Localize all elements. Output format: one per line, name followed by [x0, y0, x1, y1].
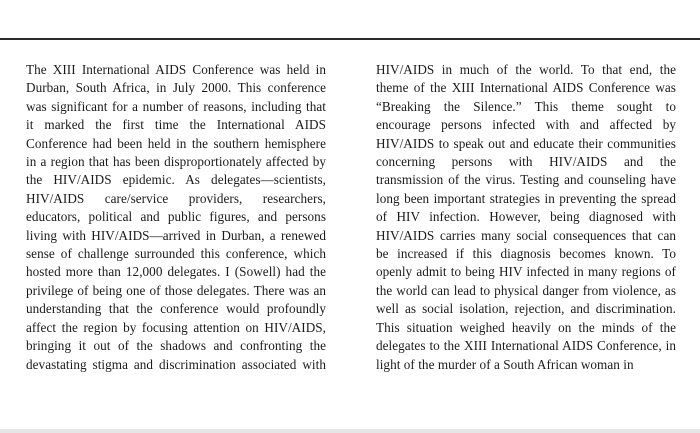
text-line: transmission of the virus. Testing and counseling have: [376, 172, 676, 188]
text-line: delegates to the XIII International AIDS Conference, in: [376, 338, 676, 354]
text-line: openly admit to being HIV infected in many regions of: [376, 264, 676, 280]
text-line: was significant for a number of reasons, including that: [26, 98, 326, 114]
text-line: the HIV/AIDS epidemic. As delegates—scientists,: [26, 172, 326, 188]
text-line: it marked the first time the International AIDS: [26, 117, 326, 133]
text-line: long been important strategies in preventing the spread: [376, 190, 676, 206]
right-column: [376, 61, 676, 401]
text-line: privilege of being one of those delegates. There was an: [26, 282, 326, 298]
text-line: HIV/AIDS in much of the world. To that end, the: [376, 62, 676, 77]
text-line: understanding that the conference would profoundly: [26, 301, 326, 317]
text-line: HIV/AIDS care/service providers, researchers,: [26, 190, 326, 206]
text-line: in a region that has been disproportionately affected by: [26, 154, 326, 170]
left-column: [26, 61, 326, 401]
top-border: [0, 0, 700, 40]
text-line: living with HIV/AIDS—arrived in Durban, a renewed: [26, 227, 326, 243]
text-line: be increased if this diagnosis becomes known. To: [376, 246, 676, 262]
text-line: theme of the XIII International AIDS Conference was: [376, 80, 676, 96]
text-line: sense of challenge surrounded this conference, which: [26, 246, 326, 262]
text-line: “Breaking the Silence.” This theme sought to: [376, 98, 676, 114]
text-line: concerning persons with HIV/AIDS and the: [376, 154, 676, 170]
text-columns: [26, 61, 676, 401]
text-line: HIV/AIDS to speak out and educate their communities: [376, 135, 676, 151]
text-line: hosted more than 12,000 delegates. I (Sowell) had the: [26, 264, 326, 280]
text-line: affect the region by focusing attention on HIV/AIDS,: [26, 319, 326, 335]
text-line: devastating stigma and discrimination associated with: [26, 356, 326, 372]
text-line: educators, political and public figures, and persons: [26, 209, 326, 225]
text-line: Conference had been held in the southern hemisphere: [26, 135, 326, 151]
text-line: The XIII International AIDS Conference was held in: [26, 62, 326, 77]
text-line: encourage persons infected with and affected by: [376, 117, 676, 133]
text-line: well as social isolation, rejection, and discrimination.: [376, 301, 676, 317]
text-line: the world can lead to physical danger from violence, as: [376, 282, 676, 298]
bottom-border: [0, 429, 700, 433]
text-line: bringing it out of the shadows and confronting the: [26, 338, 326, 354]
text-line: HIV/AIDS carries many social consequences that can: [376, 227, 676, 243]
text-line: Durban, South Africa, in July 2000. This conference: [26, 80, 326, 96]
text-line: of HIV infection. However, being diagnosed with: [376, 209, 676, 225]
text-line: This situation weighed heavily on the minds of the: [376, 319, 676, 335]
text-line: light of the murder of a South African woman in: [376, 356, 634, 372]
